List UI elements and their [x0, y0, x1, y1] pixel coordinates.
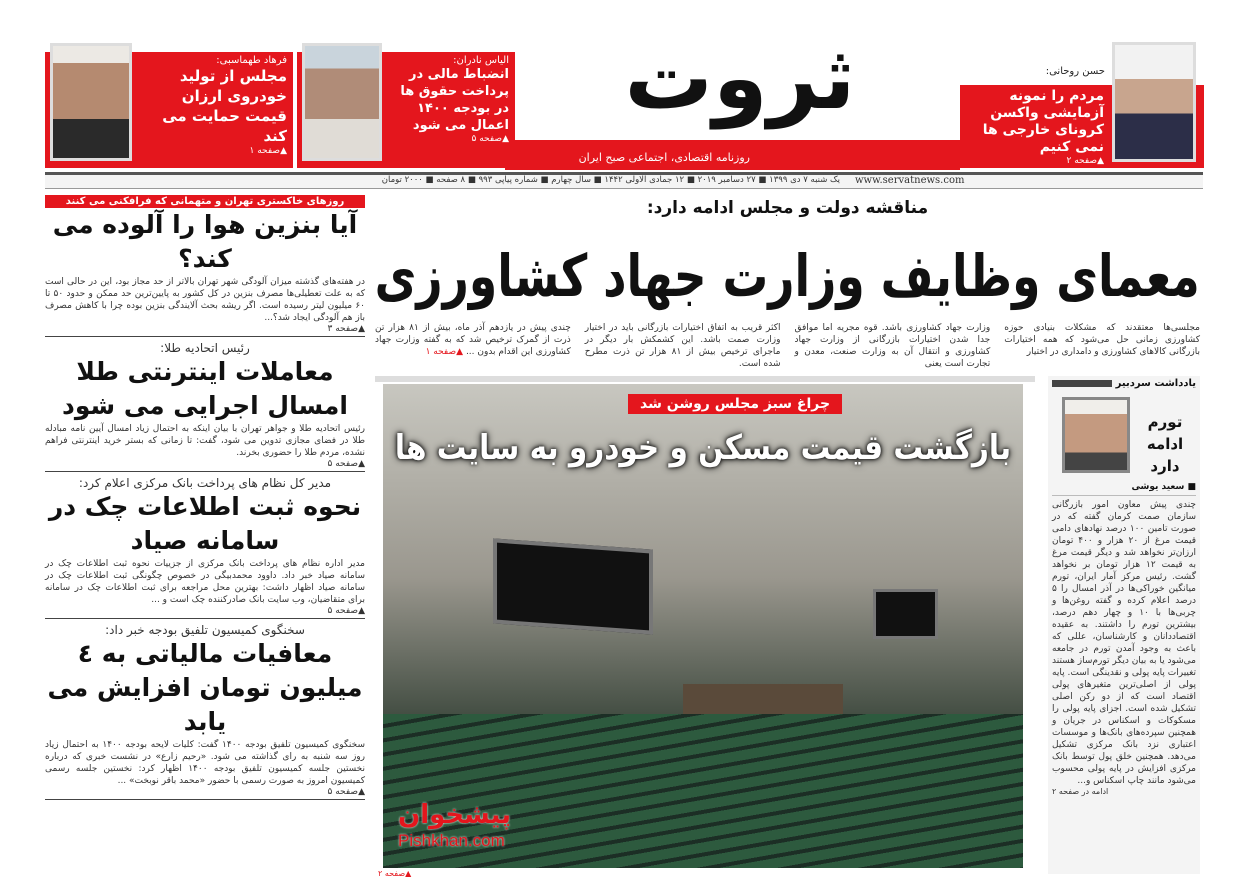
photo-story-page-ref: ▲صفحه ۲: [378, 869, 412, 878]
section-label: یادداشت سردبیر: [1115, 378, 1196, 389]
website: www.servatnews.com: [855, 175, 965, 186]
editorial-body: چندی پیش معاون امور بازرگانی سازمان صمت کرمان گفته که در صورت تامین ۱۰۰ درصد نهادهای دامی قیمت مرغ از ۲۰ هزار و ۴۰۰ تومان ارزان‌تر نخواهد شد و دیگر قیمت مرغ به قیمت ۱۲ هزار تومان بر نخواهد گشت. رئیس مرکز آمار ایران، تورم میانگین خوراکی‌ها در آذر امسال را ۵ درصد اعلام کرده و گفته روغن‌ها و چربی‌ها با ۱۰ و چهار دهم درصد، بیشترین تورم را داشتند. به عقیده اقتصاددانان و کارشناسان، عللی که باعث به وجود آمدن تورم در جامعه می‌شود یا به بیان دیگر تورم‌ساز هستند تغییرات پایه پولی و نقدینگی است. پایه پولی از اصلی‌ترین متغیرهای پولی اقتصاد است که از دو رکن اصلی تشکیل شده است. اجزای پایه پولی را مسکوکات و اسکناس در جریان و همچنین سپرده‌های بانک‌ها و موسسات اعتباری نزد بانک مرکزی تشکیل می‌دهد. همچنین خلق پول توسط بانک مرکزی افزایش در پایه پولی محسوب می‌شود مانند چاپ اسکناس و...: [1052, 495, 1196, 787]
page-ref: ▲صفحه ۵: [327, 787, 365, 797]
lead-column-last: [375, 322, 571, 370]
lead-column: وزارت جهاد کشاورزی باشد. قوه مجریه اما موافق جدا شدن اختیارات بازرگانی از وزارت جهاد کشاورزی و انتقال آن به وزارت صنعت، معدن و تجارت است یعنی: [794, 323, 991, 369]
tahmasebi-photo: [50, 43, 132, 161]
top-story-kicker: حسن روحانی:: [1045, 66, 1105, 77]
page-ref: ▲صفحه ۱: [249, 146, 287, 156]
lead-headline[interactable]: معمای وظایف وزارت جهاد کشاورزی: [374, 242, 1200, 310]
section-rule: [1052, 380, 1112, 387]
page-ref: ▲صفحه ۵: [327, 606, 365, 616]
lead-headline-box[interactable]: [375, 236, 1200, 316]
top-story-headline: مردم را نمونه آزمایشی واکسن کرونای خارجی ها نمی کنیم: [982, 88, 1104, 155]
lead-column: مجلسی‌ها معتقدند که مشکلات بنیادی حوزه کشاورزی زمانی حل می‌شود که همه اختیارات بازرگانی کالاهای کشاورزی و دامداری در اختیار: [1004, 323, 1200, 357]
logo-text: ثروت: [624, 26, 856, 129]
page-ref: ▲صفحه ۵: [327, 459, 365, 469]
top-story-kicker: الیاس نادران:: [453, 55, 509, 66]
continued-ref: ادامه در صفحه ۲: [1052, 787, 1109, 796]
lead-kicker: مناقشه دولت و مجلس ادامه دارد:: [646, 198, 929, 218]
page-ref: ▲صفحه ۵: [471, 134, 509, 144]
screen-right: [873, 589, 938, 639]
tagline: روزنامه اقتصادی، اجتماعی صبح ایران: [578, 151, 750, 164]
divider: [375, 376, 1035, 382]
top-story-rouhani[interactable]: [960, 85, 1110, 168]
article-kicker: سخنگوی کمیسیون تلفیق بودجه خبر داد:: [105, 623, 305, 637]
top-story-kicker: فرهاد طهماسبی:: [216, 55, 287, 66]
editorial-title: تورم ادامه دارد: [1146, 413, 1184, 475]
watermark-en: Pishkhan.com: [398, 831, 505, 850]
naderan-photo: [302, 43, 382, 161]
dateline: یک شنبه ۷ دی ۱۳۹۹ ■ ۲۷ دسامبر ۲۰۱۹ ■ ۱۲ جمادی الاولی ۱۴۴۲ ■ سال چهارم ■ شماره پیاپی ۹۹۳ ■ ۸ صفحه ■ ۲۰۰۰ تومان: [381, 175, 840, 185]
masthead-logo: [520, 26, 960, 130]
article-kicker: روزهای خاکستری تهران و متهمانی که فرافکنی می کنند: [45, 195, 365, 208]
photo-story-label: چراغ سبز مجلس روشن شد: [628, 394, 842, 414]
page-ref: ▲صفحه ۲: [1066, 156, 1104, 166]
editorial[interactable]: [1048, 376, 1200, 874]
editorial-section: [1052, 378, 1196, 389]
lead-columns: [375, 322, 1200, 370]
editorial-author: ■ سعید یوشی: [1131, 482, 1196, 492]
author-photo: [1062, 397, 1130, 473]
article-body: مدیر اداره نظام های پرداخت بانک مرکزی از جزییات نحوه ثبت اطلاعات چک در سامانه صیاد خبر داد. داوود محمدبیگی در خصوص چگونگی ثبت اطلاعات چک در سامانه صیاد اظهار داشت: بهترین محل مراجعه برای ثبت اطلاعات چک در سامانه برای متقاضیان، وب سایت بانک صادرکننده چک است و ...: [45, 559, 365, 605]
top-story-headline: انضباط مالی در پرداخت حقوق ها در بودجه ۱۴۰۰ اعمال می شود: [400, 67, 509, 133]
pishkhan-watermark: [398, 800, 511, 852]
article-body: سخنگوی کمیسیون تلفیق بودجه ۱۴۰۰ گفت: کلیات لایحه بودجه ۱۴۰۰ به احتمال زیاد روز سه شنبه به رای گذاشته می شود. «رحیم زارع» در نشست خبری که درباره نخستین جلسه کمیسیون تلفیق بودجه ۱۴۰۰ اظهار کرد: نخستین جلسه رسمی کمیسیون امروز به صورت رسمی با حضور «محمد باقر نوبخت» ...: [45, 740, 365, 786]
top-story-naderan[interactable]: [383, 52, 515, 168]
left-article-cheque[interactable]: [45, 476, 365, 619]
masthead-red-band: [505, 140, 960, 170]
article-body: رئیس اتحادیه طلا و جواهر تهران با بیان اینکه به احتمال زیاد امسال آیین نامه مبادله طلا در فضای مجازی تدوین می شود، گفت: تا زمانی که بستر خرید اینترنتی فراهم نشده، مردم طلا را حضوری بخرند.: [45, 424, 365, 458]
left-article-tax[interactable]: [45, 623, 365, 800]
article-headline: نحوه ثبت اطلاعات چک در سامانه صیاد: [48, 492, 362, 555]
rouhani-photo: [1112, 42, 1196, 162]
article-kicker: مدیر کل نظام های پرداخت بانک مرکزی اعلام کرد:: [78, 476, 332, 490]
top-story-headline: مجلس از تولید خودروی ارزان قیمت حمایت می کند: [162, 67, 287, 145]
article-headline: معافیات مالیاتی به ٤ میلیون تومان افزایش می یابد: [47, 639, 363, 736]
photo-story-headline[interactable]: بازگشت قیمت مسکن و خودرو به سایت ها: [394, 428, 1011, 468]
top-story-tahmasebi[interactable]: [133, 52, 293, 168]
lead-page-ref: ▲صفحه ۱: [425, 347, 464, 357]
photo-story-headline-box[interactable]: [395, 424, 1011, 472]
article-kicker: رئیس اتحادیه طلا:: [160, 341, 250, 355]
screen-left: [493, 538, 653, 634]
page-ref: ▲صفحه ۳: [327, 324, 365, 334]
lead-column: اکثر قریب به اتفاق اختیارات بازرگانی باید در اختیار وزارت صمت باشد. این کشمکش بار دیگر در ماجرای ترخیص بیش از ۸۱ هزار تن ذرت مطرح شده است.: [584, 323, 781, 369]
article-body: در هفته‌های گذشته میزان آلودگی شهر تهران بالاتر از حد مجاز بود، این در حالی است که به علت تعطیلی‌ها مصرف بنزین در کل کشور به پایین‌ترین حد ممکن و حدود ۵۰ تا ۶۰ میلیون لیتر رسیده است. اگر ریشه بحث آلایندگی بنزین بوده چرا با کاهش مصرف باز هم آلودگی ایجاد شد؟...: [45, 277, 365, 323]
watermark-fa: پیشخوان: [398, 800, 511, 830]
editorial-header: [1052, 397, 1196, 477]
lead-column: چندی پیش در یازدهم آذر ماه، بیش از ۸۱ هزار تن ذرت از گمرک ترخیص شد که به گفته وزارت جهاد کشاورزی این اقدام بدون ...: [375, 323, 571, 357]
article-headline: معاملات اینترنتی طلا امسال اجرایی می شود: [62, 357, 348, 420]
article-headline: آیا بنزین هوا را آلوده می کند؟: [52, 210, 358, 273]
